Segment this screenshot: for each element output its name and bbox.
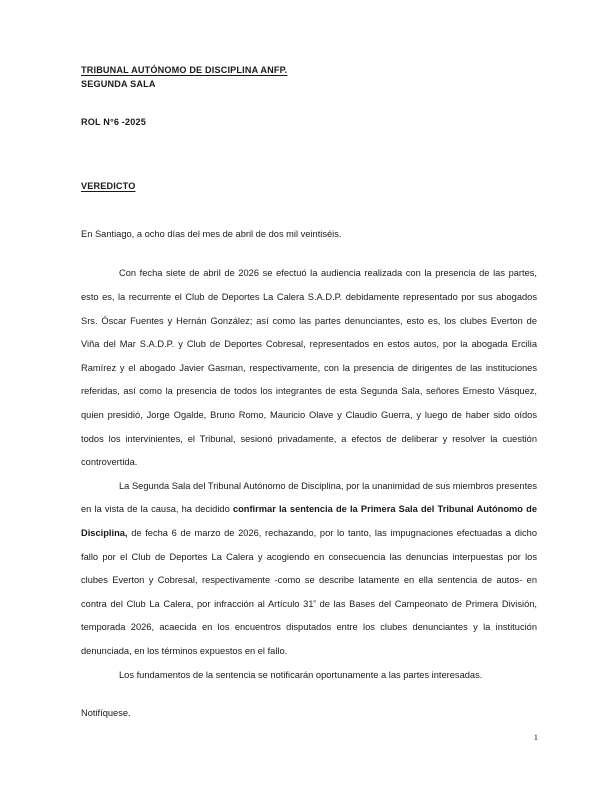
decision-intro-text: La Segunda Sala del Tribunal Autónomo de Disciplina, por la unanimidad de sus miembros presentes en la vista de la causa, ha decidido bbox=[81, 480, 537, 515]
page-title: VEREDICTO bbox=[81, 181, 136, 192]
decision-confirmation-text: confirmar la sentencia de la Primera Sala del Tribunal Autónomo de Disciplina, bbox=[81, 504, 537, 538]
paragraph-hearing-details: Con fecha siete de abril de 2026 se efectuó la audiencia realizada con la presencia de las partes, esto es, la recurrente el Club de Deportes La Calera S.A.D.P. debidamente representado por sus abogados Srs. Óscar Fuentes y Hernán González; así como las partes denunciantes, esto es, los clubes Everton de Viña del Mar S.A.D.P. y Club de Deportes Cobresal, representados en estos autos, por la abogada Ercilia Ramírez y el abogado Javier Gasman, respectivamente, con la presencia de dirigentes de las instituciones referidas, así como la presencia de todos los integrantes de esta Segunda Sala, señores Ernesto Vásquez, quien presidió, Jorge Ogalde, Bruno Romo, Mauricio Olave y Claudio Guerra, y luego de haber sido oídos todos los intervinientes, el Tribunal, sesionó privadamente, a efectos de deliberar y resolver la cuestión controvertida. bbox=[81, 268, 537, 468]
ordinal-indicator: º bbox=[313, 599, 316, 607]
case-number: ROL N°6 -2025 bbox=[81, 117, 146, 128]
header-sala-line: SEGUNDA SALA bbox=[81, 79, 156, 90]
place-and-date: En Santiago, a ocho días del mes de abril de dos mil veintiséis. bbox=[81, 229, 342, 240]
paragraph-decision bbox=[81, 475, 537, 664]
closing-statement: Notifíquese. bbox=[81, 708, 131, 719]
decision-details-text-a: de fecha 6 de marzo de 2026, rechazando, por lo tanto, las impugnaciones efectuadas a dicho fallo por el Club de Deportes La Calera y acogiendo en consecuencia las denuncias interpuestas por los clubes Everton y Cobresal, respectivamente -como se describe latamente en ella sentencia de autos- en contra del Club La Calera, por infracción al Artículo 31 bbox=[81, 527, 537, 609]
header-tribunal-line: TRIBUNAL AUTÓNOMO DE DISCIPLINA ANFP. bbox=[81, 65, 288, 75]
document-header bbox=[81, 63, 537, 91]
page-number: 1 bbox=[533, 732, 538, 742]
verdict-title-wrap bbox=[81, 154, 537, 194]
paragraph-notification-note: Los fundamentos de la sentencia se notificarán oportunamente a las partes interesadas. bbox=[119, 669, 483, 680]
document-body bbox=[81, 63, 537, 721]
decision-details-text-b: de las Bases del Campeonato de Primera División, temporada 2026, acaecida en los encuentros disputados entre los clubes denunciantes y la institución denunciada, en los términos expuestos en el fallo. bbox=[81, 598, 537, 656]
